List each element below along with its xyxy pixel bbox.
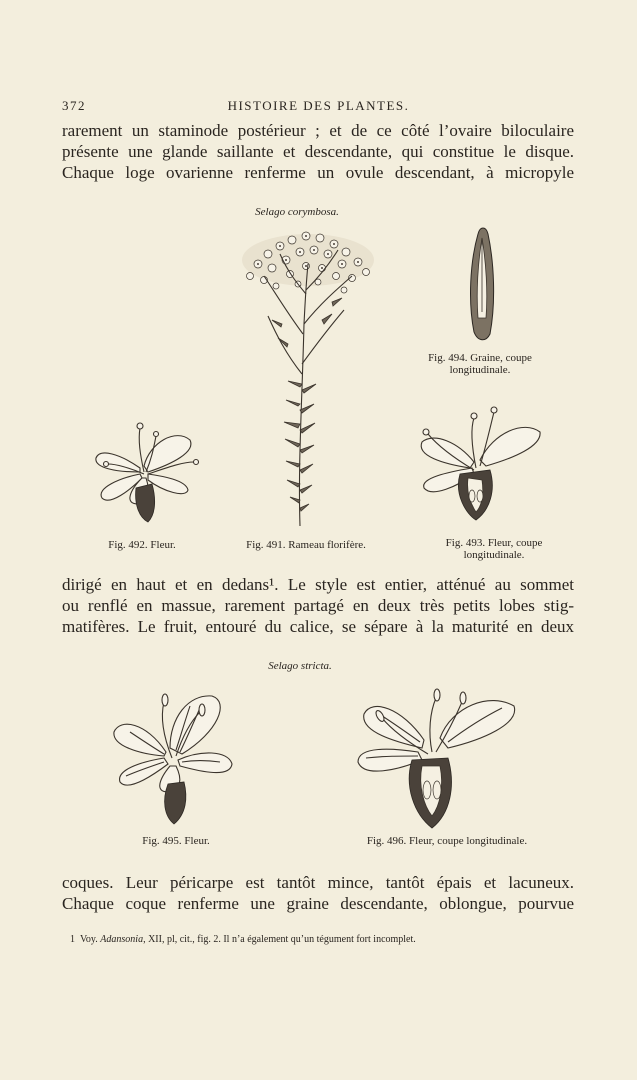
caption-line: longitudinale. — [449, 364, 511, 376]
text-line: présente une glande saillante et descendante, qui constitue le disque. — [62, 142, 574, 161]
caption-line: Fig. 494. Graine, coupe — [428, 352, 532, 364]
footnote-text: , XII, pl, cit., fig. 2. Il n’a également qu’un tégument fort incomplet. — [143, 934, 416, 945]
fig-493-flower-section-illustration — [414, 402, 546, 524]
species-label-corymbosa: Selago corymbosa. — [255, 206, 339, 218]
paragraph-2 — [62, 574, 574, 637]
text-line: Chaque coque renferme une graine descendante, oblongue, pourvue — [62, 894, 574, 913]
text-line: matifères. Le fruit, entouré du calice, se sépare à la maturité en deux — [62, 617, 574, 636]
footnote-prefix: Voy. — [80, 934, 101, 945]
caption-line: Fig. 493. Fleur, coupe — [445, 537, 543, 549]
caption-line: longitudinale. — [463, 549, 525, 561]
caption-fig-492: Fig. 492. Fleur. — [108, 539, 176, 551]
footnote-journal: Adansonia — [100, 934, 144, 945]
flower-cluster — [242, 232, 374, 293]
caption-fig-494 — [404, 352, 556, 376]
text-line: dirigé en haut et en dedans¹. Le style est entier, atténué au sommet — [62, 575, 574, 594]
fig-492-flower-illustration — [90, 418, 202, 526]
fig-495-flower-illustration — [110, 688, 240, 830]
text-line: coques. Leur péricarpe est tantôt mince, tantôt épais et lacuneux. — [62, 873, 574, 892]
footnote-marker: 1 — [70, 934, 75, 945]
species-label-stricta: Selago stricta. — [268, 660, 332, 672]
leaves — [272, 298, 342, 511]
text-line: rarement un staminode postérieur ; et de ce côté l’ovaire biloculaire — [62, 121, 574, 140]
paragraph-1 — [62, 120, 574, 183]
caption-fig-491: Fig. 491. Rameau florifère. — [246, 539, 366, 551]
paragraph-3 — [62, 872, 574, 914]
fig-494-seed-section-illustration — [462, 222, 502, 344]
caption-fig-496: Fig. 496. Fleur, coupe longitudinale. — [366, 835, 528, 847]
caption-fig-495: Fig. 495. Fleur. — [142, 835, 210, 847]
fig-496-flower-section-illustration — [352, 682, 522, 834]
text-line: Chaque loge ovarienne renferme un ovule descendant, à micropyle — [62, 163, 574, 182]
running-title: HISTOIRE DES PLANTES. — [227, 98, 410, 113]
footnote — [70, 934, 570, 945]
page-number: 372 — [62, 98, 86, 113]
text-line: ou renflé en massue, rarement partagé en deux très petits lobes stig- — [62, 596, 574, 615]
running-header — [62, 98, 575, 116]
fig-491-flowering-branch-illustration — [228, 224, 388, 530]
caption-fig-493 — [426, 537, 562, 561]
